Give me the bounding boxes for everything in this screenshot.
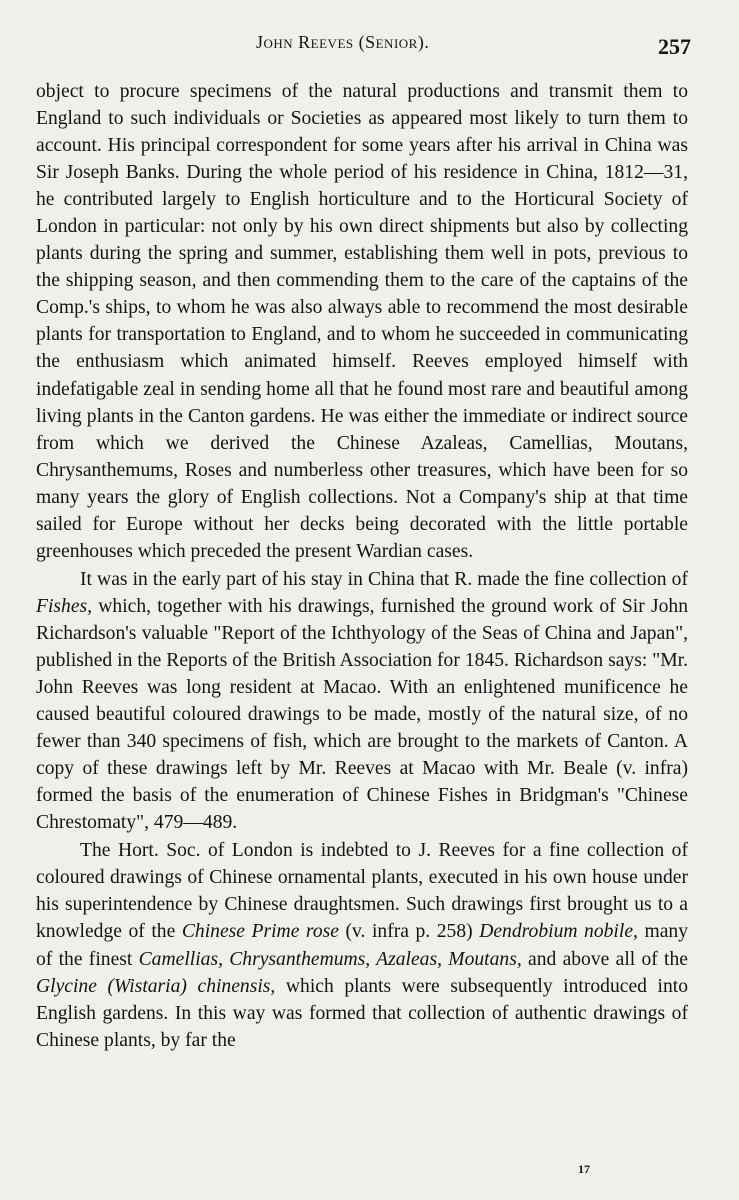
body-text xyxy=(36,78,688,1054)
page-number: 257 xyxy=(658,34,691,59)
paragraph-2-text-a: It was in the early part of his stay in China that R. made the fine collection of xyxy=(80,568,688,590)
italic-term-dendrobium: Dendrobium nobile, xyxy=(479,921,638,943)
paragraph-3-text-b: (v. infra p. 258) xyxy=(338,921,480,943)
page-header xyxy=(36,24,691,58)
signature-mark: 17 xyxy=(578,1162,590,1176)
paragraph-2-text-b: which, together with his drawings, furnished the ground work of Sir John Richardson's valuable "Report of the Ichthyology of the Seas of China and Japan", published in the Reports of the British Association for 1845. Richardson says: "Mr. John Reeves was long resident at Macao. With an enlightened munificence he caused beautiful coloured drawings to be made, mostly of the natural size, of no fewer than 340 specimens of fish, which are brought to the markets of Canton. A copy of these drawings left by Mr. Reeves at Macao with Mr. Beale (v. infra) formed the basis of the enumeration of Chinese Fishes in Bridgman's "Chinese Chrestomaty", 479—489. xyxy=(36,595,688,834)
italic-term-fishes: Fishes, xyxy=(36,595,93,617)
paragraph-3-text-d: and above all of the xyxy=(521,948,688,970)
italic-term-prime-rose: Chinese Prime rose xyxy=(181,921,339,943)
paragraph-2 xyxy=(36,566,688,836)
paragraph-3 xyxy=(36,837,688,1053)
paragraph-3-text-c: many of the finest xyxy=(36,921,688,970)
running-title: John Reeves (Senior). xyxy=(256,32,430,52)
italic-term-plant-list: Camellias, Chrysanthemums, Azaleas, Moutans, xyxy=(138,948,522,970)
paragraph-3-text-e: which plants were subsequently introduced into English gardens. In this way was formed that collection of authentic drawings of Chinese plants, by far the xyxy=(36,975,688,1051)
paragraph-1 xyxy=(36,78,688,565)
paragraph-3-text-a: The Hort. Soc. of London is indebted to J. Reeves for a fine collection of coloured drawings of Chinese ornamental plants, executed in his own house under his superintendence by Chinese draughtsmen. Such drawings first brought us to a knowledge of the xyxy=(36,840,688,943)
italic-term-glycine: Glycine (Wistaria) chinensis, xyxy=(36,975,276,997)
paragraph-1-text: object to procure specimens of the natural productions and transmit them to England to such individuals or Societies as appeared most likely to turn them to account. His principal correspondent for some years after his arrival in China was Sir Joseph Banks. During the whole period of his residence in China, 1812—31, he contributed largely to English horticulture and to the Horticural Society of London in particular: not only by his own direct shipments but also by collecting plants during the spring and summer, establishing them well in pots, previous to the shipping season, and then commending them to the care of the captains of the Comp.'s ships, to whom he was also always able to recommend the most desirable plants for transportation to England, and to whom he succeeded in communicating the enthusiasm which animated himself. Reeves employed himself with indefatigable zeal in sending home all that he found most rare and beautiful among living plants in the Canton gardens. He was either the immediate or indirect source from which we derived the Chinese Azaleas, Camellias, Moutans, Chrysanthemums, Roses and numberless other treasures, which have been for so many years the glory of English collections. Not a Company's ship at that time sailed for Europe without her decks being decorated with the little portable greenhouses which preceded the present Wardian cases. xyxy=(36,81,688,562)
